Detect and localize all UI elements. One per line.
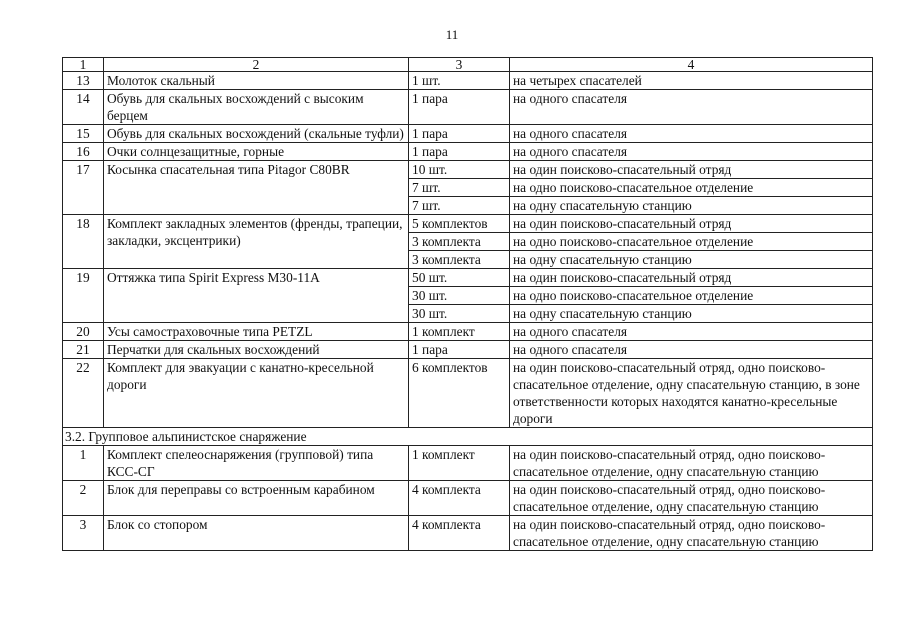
quantity-cell: 10 шт. bbox=[409, 161, 510, 179]
item-name-cell: Блок со стопором bbox=[104, 516, 409, 551]
item-number-cell: 18 bbox=[63, 215, 104, 269]
quantity-cell: 5 комплектов bbox=[409, 215, 510, 233]
quantity-cell: 3 комплекта bbox=[409, 251, 510, 269]
table-row bbox=[63, 481, 873, 516]
quantity-cell: 3 комплекта bbox=[409, 233, 510, 251]
quantity-cell: 7 шт. bbox=[409, 197, 510, 215]
item-number-cell: 1 bbox=[63, 446, 104, 481]
item-name-cell: Молоток скальный bbox=[104, 72, 409, 90]
allocation-cell: на одного спасателя bbox=[510, 323, 873, 341]
quantity-cell: 1 шт. bbox=[409, 72, 510, 90]
allocation-cell: на одну спасательную станцию bbox=[510, 197, 873, 215]
quantity-cell: 4 комплекта bbox=[409, 481, 510, 516]
item-number-cell: 17 bbox=[63, 161, 104, 215]
item-name-cell: Перчатки для скальных восхождений bbox=[104, 341, 409, 359]
table-row bbox=[63, 161, 873, 179]
item-name-cell: Блок для переправы со встроенным карабином bbox=[104, 481, 409, 516]
table-row bbox=[63, 125, 873, 143]
quantity-cell: 1 пара bbox=[409, 143, 510, 161]
quantity-cell: 6 комплектов bbox=[409, 359, 510, 428]
quantity-cell: 1 пара bbox=[409, 90, 510, 125]
quantity-cell: 7 шт. bbox=[409, 179, 510, 197]
table-row bbox=[63, 341, 873, 359]
item-name-cell: Косынка спасательная типа Pitagor C80BR bbox=[104, 161, 409, 215]
allocation-cell: на одно поисково-спасательное отделение bbox=[510, 179, 873, 197]
item-number-cell: 2 bbox=[63, 481, 104, 516]
table-row bbox=[63, 323, 873, 341]
item-name-cell: Комплект спелеоснаряжения (групповой) типа КСС-СГ bbox=[104, 446, 409, 481]
allocation-cell: на один поисково-спасательный отряд, одно поисково-спасательное отделение, одну спасательную станцию bbox=[510, 516, 873, 551]
quantity-cell: 1 комплект bbox=[409, 323, 510, 341]
quantity-cell: 1 пара bbox=[409, 341, 510, 359]
allocation-cell: на одного спасателя bbox=[510, 90, 873, 125]
table-row bbox=[63, 90, 873, 125]
item-name-cell: Обувь для скальных восхождений (скальные туфли) bbox=[104, 125, 409, 143]
section-title: 3.2. Групповое альпинистское снаряжение bbox=[63, 428, 873, 446]
table-row bbox=[63, 72, 873, 90]
allocation-cell: на одно поисково-спасательное отделение bbox=[510, 287, 873, 305]
allocation-cell: на один поисково-спасательный отряд bbox=[510, 215, 873, 233]
table-row bbox=[63, 215, 873, 233]
item-number-cell: 3 bbox=[63, 516, 104, 551]
item-number-cell: 15 bbox=[63, 125, 104, 143]
quantity-cell: 1 пара bbox=[409, 125, 510, 143]
quantity-cell: 30 шт. bbox=[409, 287, 510, 305]
allocation-cell: на один поисково-спасательный отряд bbox=[510, 269, 873, 287]
column-number-row bbox=[63, 58, 873, 72]
item-number-cell: 19 bbox=[63, 269, 104, 323]
item-name-cell: Обувь для скальных восхождений с высоким берцем bbox=[104, 90, 409, 125]
allocation-cell: на одного спасателя bbox=[510, 125, 873, 143]
page-number: 11 bbox=[445, 27, 459, 42]
column-number: 3 bbox=[409, 58, 510, 72]
column-number: 1 bbox=[63, 58, 104, 72]
table-row bbox=[63, 269, 873, 287]
item-number-cell: 16 bbox=[63, 143, 104, 161]
allocation-cell: на четырех спасателей bbox=[510, 72, 873, 90]
item-name-cell: Оттяжка типа Spirit Express M30-11A bbox=[104, 269, 409, 323]
allocation-cell: на одного спасателя bbox=[510, 143, 873, 161]
allocation-cell: на одну спасательную станцию bbox=[510, 305, 873, 323]
allocation-cell: на один поисково-спасательный отряд, одно поисково-спасательное отделение, одну спасательную станцию, в зоне ответственности которых находятся канатно-кресельные дороги bbox=[510, 359, 873, 428]
item-name-cell: Комплект для эвакуации с канатно-кресельной дороги bbox=[104, 359, 409, 428]
allocation-cell: на одного спасателя bbox=[510, 341, 873, 359]
section-header-row bbox=[63, 428, 873, 446]
item-name-cell: Очки солнцезащитные, горные bbox=[104, 143, 409, 161]
quantity-cell: 4 комплекта bbox=[409, 516, 510, 551]
quantity-cell: 1 комплект bbox=[409, 446, 510, 481]
table-row bbox=[63, 446, 873, 481]
quantity-cell: 50 шт. bbox=[409, 269, 510, 287]
column-number: 4 bbox=[510, 58, 873, 72]
allocation-cell: на один поисково-спасательный отряд bbox=[510, 161, 873, 179]
allocation-cell: на одно поисково-спасательное отделение bbox=[510, 233, 873, 251]
table-row bbox=[63, 359, 873, 428]
table-row bbox=[63, 143, 873, 161]
allocation-cell: на один поисково-спасательный отряд, одно поисково-спасательное отделение, одну спасательную станцию bbox=[510, 481, 873, 516]
table-row bbox=[63, 516, 873, 551]
item-name-cell: Комплект закладных элементов (френды, трапеции, закладки, эксцентрики) bbox=[104, 215, 409, 269]
allocation-cell: на один поисково-спасательный отряд, одно поисково-спасательное отделение, одну спасательную станцию bbox=[510, 446, 873, 481]
item-number-cell: 22 bbox=[63, 359, 104, 428]
quantity-cell: 30 шт. bbox=[409, 305, 510, 323]
item-name-cell: Усы самостраховочные типа PETZL bbox=[104, 323, 409, 341]
item-number-cell: 13 bbox=[63, 72, 104, 90]
column-number: 2 bbox=[104, 58, 409, 72]
allocation-cell: на одну спасательную станцию bbox=[510, 251, 873, 269]
equipment-table bbox=[62, 57, 873, 551]
item-number-cell: 14 bbox=[63, 90, 104, 125]
item-number-cell: 20 bbox=[63, 323, 104, 341]
item-number-cell: 21 bbox=[63, 341, 104, 359]
